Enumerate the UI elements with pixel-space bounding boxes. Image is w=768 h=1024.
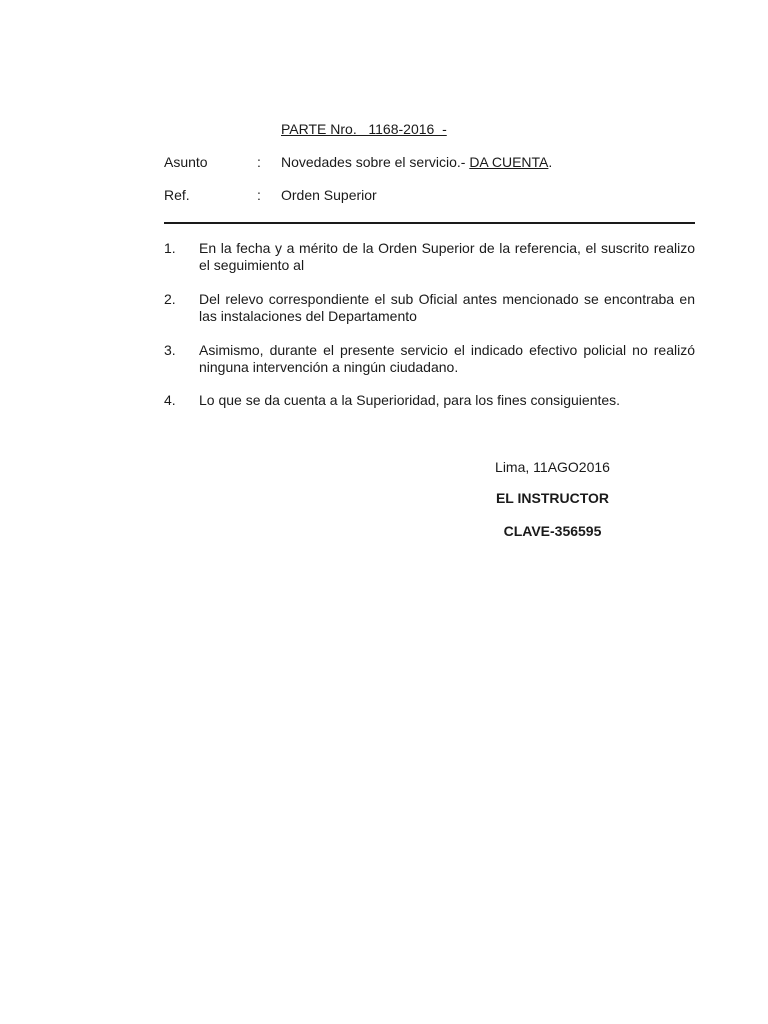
list-item (164, 392, 695, 409)
item-text: Asimismo, durante el presente servicio el indicado efectivo policial no realizó ninguna intervención a ningún ciudadano. (199, 342, 695, 375)
item-number: 2. (164, 291, 176, 307)
meta-value-asunto-underlined: DA CUENTA (469, 154, 549, 170)
meta-colon: : (257, 187, 261, 203)
meta-value-asunto-suffix: . (548, 154, 553, 170)
meta-colon: : (257, 154, 261, 170)
item-number: 3. (164, 342, 176, 358)
meta-row-ref (164, 187, 704, 205)
item-text: En la fecha y a mérito de la Orden Superior de la referencia, el suscrito realizo el seguimiento al (199, 240, 695, 273)
item-text: Del relevo correspondiente el sub Oficial antes mencionado se encontraba en las instalaciones del Departamento (199, 291, 695, 324)
item-text: Lo que se da cuenta a la Superioridad, para los fines consiguientes. (199, 392, 621, 408)
list-item (164, 240, 695, 274)
meta-value-asunto-text: Novedades sobre el servicio.- (281, 154, 470, 170)
list-item (164, 342, 695, 376)
item-number: 1. (164, 240, 176, 256)
meta-row-asunto (164, 154, 704, 172)
document-title: PARTE Nro. 1168-2016 - (281, 121, 447, 137)
meta-value-ref: Orden Superior (281, 187, 377, 203)
signer-role: EL INSTRUCTOR (495, 490, 610, 506)
meta-label-ref: Ref. (164, 187, 190, 203)
item-number: 4. (164, 392, 176, 408)
signer-code: CLAVE-356595 (503, 523, 602, 539)
meta-label-asunto: Asunto (164, 154, 208, 170)
list-item (164, 291, 695, 325)
meta-value-asunto (281, 154, 552, 170)
separator-rule (164, 222, 695, 224)
place-date: Lima, 11AGO2016 (495, 459, 610, 475)
